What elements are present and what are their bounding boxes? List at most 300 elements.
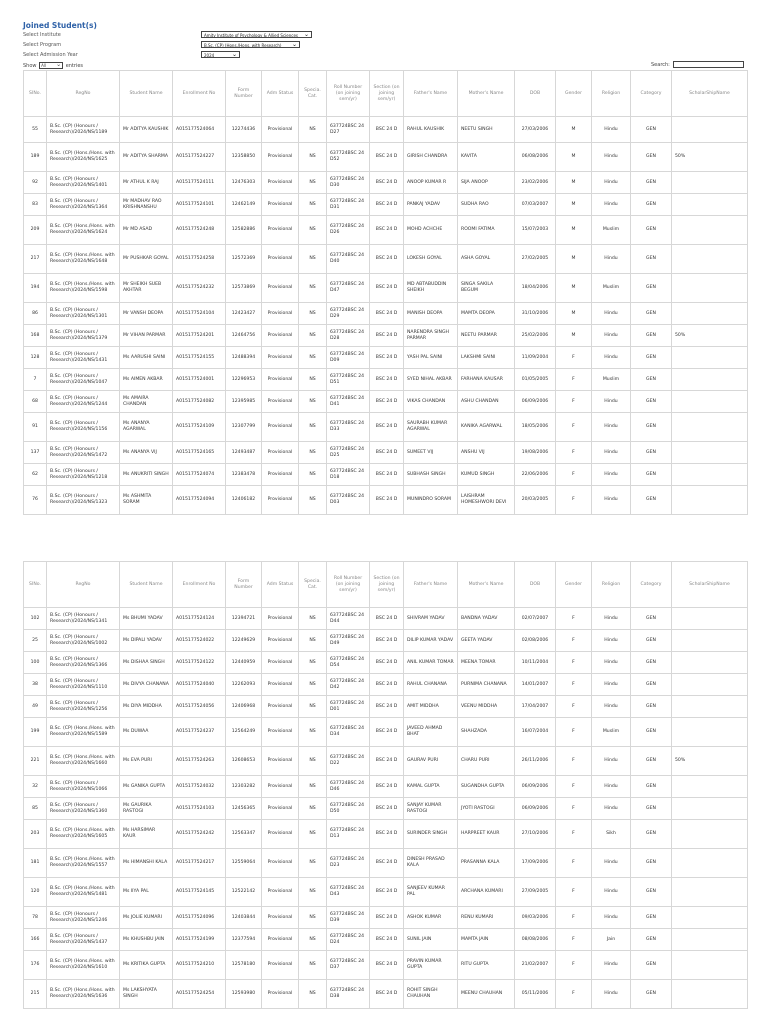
cell-form-number: 12358850 bbox=[226, 143, 262, 172]
cell-dob: 05/11/2006 bbox=[515, 980, 556, 1009]
cell-student-name: Mr VANSH DEOPA bbox=[120, 303, 173, 325]
cell-regno: B.Sc. (CP) (Hons./Hons. with Research)/2024/NS/1624 bbox=[47, 216, 120, 245]
cell-section: BSC 24 D bbox=[370, 413, 404, 442]
table-row bbox=[24, 849, 748, 878]
column-header-mother-name[interactable]: Mother's Name bbox=[458, 562, 515, 608]
cell-category: GEN bbox=[631, 980, 672, 1009]
search-label: Search: bbox=[651, 62, 670, 68]
cell-adm-status: Provisional bbox=[262, 929, 299, 951]
column-header-section[interactable]: Section (on joining sem/yr) bbox=[370, 71, 404, 117]
cell-scholarship bbox=[672, 718, 748, 747]
cell-special-category: NS bbox=[299, 929, 327, 951]
cell-roll-number: 637724BSC 24 D24 bbox=[327, 929, 370, 951]
cell-slno: 128 bbox=[24, 347, 47, 369]
cell-enrollment-no: A015177524145 bbox=[173, 878, 226, 907]
cell-roll-number: 637724BSC 24 D51 bbox=[327, 369, 370, 391]
cell-scholarship bbox=[672, 776, 748, 798]
cell-dob: 02/07/2007 bbox=[515, 608, 556, 630]
cell-roll-number: 637724BSC 24 D43 bbox=[327, 878, 370, 907]
column-header-roll-number[interactable]: Roll Number (on joining sem/yr) bbox=[327, 562, 370, 608]
cell-roll-number: 637724BSC 24 D50 bbox=[327, 798, 370, 820]
cell-enrollment-no: A015177524101 bbox=[173, 194, 226, 216]
cell-adm-status: Provisional bbox=[262, 608, 299, 630]
cell-scholarship bbox=[672, 674, 748, 696]
cell-mother-name: ARCHANA KUMARI bbox=[458, 878, 515, 907]
cell-student-name: Ms DISHAA SINGH bbox=[120, 652, 173, 674]
cell-dob: 27/02/2005 bbox=[515, 245, 556, 274]
cell-slno: 83 bbox=[24, 194, 47, 216]
cell-student-name: Mr ADITYA SHARMA bbox=[120, 143, 173, 172]
entries-select[interactable] bbox=[39, 62, 63, 69]
table-row bbox=[24, 464, 748, 486]
cell-form-number: 12593980 bbox=[226, 980, 262, 1009]
column-header-mother-name[interactable]: Mother's Name bbox=[458, 71, 515, 117]
cell-religion: Hindu bbox=[592, 117, 631, 143]
cell-form-number: 12274436 bbox=[226, 117, 262, 143]
cell-father-name: RAHUL CHANANA bbox=[404, 674, 458, 696]
column-header-gender[interactable]: Gender bbox=[556, 562, 592, 608]
cell-religion: Hindu bbox=[592, 464, 631, 486]
cell-adm-status: Provisional bbox=[262, 172, 299, 194]
cell-religion: Hindu bbox=[592, 747, 631, 776]
cell-scholarship bbox=[672, 369, 748, 391]
cell-dob: 07/03/2007 bbox=[515, 194, 556, 216]
cell-roll-number: 637724BSC 24 D54 bbox=[327, 652, 370, 674]
cell-father-name: SANJAY KUMAR RASTOGI bbox=[404, 798, 458, 820]
cell-adm-status: Provisional bbox=[262, 413, 299, 442]
cell-mother-name: SUGANDHA GUPTA bbox=[458, 776, 515, 798]
cell-father-name: GIRISH CHANDRA bbox=[404, 143, 458, 172]
cell-dob: 01/05/2005 bbox=[515, 369, 556, 391]
table-row bbox=[24, 245, 748, 274]
cell-regno: B.Sc. (CP) (Honours / Research)/2024/NS/1002 bbox=[47, 630, 120, 652]
cell-section: BSC 24 D bbox=[370, 347, 404, 369]
cell-gender: F bbox=[556, 718, 592, 747]
cell-special-category: NS bbox=[299, 325, 327, 347]
cell-dob: 11/09/2004 bbox=[515, 347, 556, 369]
cell-regno: B.Sc. (CP) (Honours / Research)/2024/NS/1244 bbox=[47, 391, 120, 413]
cell-gender: F bbox=[556, 798, 592, 820]
cell-adm-status: Provisional bbox=[262, 347, 299, 369]
cell-form-number: 12493487 bbox=[226, 442, 262, 464]
column-header-dob[interactable]: DOB bbox=[515, 562, 556, 608]
cell-mother-name: SHAHZADA bbox=[458, 718, 515, 747]
cell-dob: 19/08/2006 bbox=[515, 442, 556, 464]
cell-gender: F bbox=[556, 630, 592, 652]
cell-religion: Hindu bbox=[592, 347, 631, 369]
table-row bbox=[24, 608, 748, 630]
cell-special-category: NS bbox=[299, 798, 327, 820]
cell-scholarship bbox=[672, 929, 748, 951]
cell-regno: B.Sc. (CP) (Honours / Research)/2024/NS/1431 bbox=[47, 347, 120, 369]
cell-slno: 120 bbox=[24, 878, 47, 907]
cell-enrollment-no: A015177524082 bbox=[173, 391, 226, 413]
cell-gender: F bbox=[556, 980, 592, 1009]
cell-enrollment-no: A015177524122 bbox=[173, 652, 226, 674]
cell-father-name: RAHUL KAUSHIK bbox=[404, 117, 458, 143]
cell-adm-status: Provisional bbox=[262, 216, 299, 245]
cell-slno: 62 bbox=[24, 464, 47, 486]
cell-adm-status: Provisional bbox=[262, 718, 299, 747]
cell-slno: 32 bbox=[24, 776, 47, 798]
cell-adm-status: Provisional bbox=[262, 303, 299, 325]
column-header-special-category[interactable]: Specia. Cat. bbox=[299, 71, 327, 117]
cell-dob: 31/10/2006 bbox=[515, 303, 556, 325]
cell-category: GEN bbox=[631, 608, 672, 630]
cell-category: GEN bbox=[631, 303, 672, 325]
cell-special-category: NS bbox=[299, 747, 327, 776]
cell-student-name: Ms AMAIRA CHANDAN bbox=[120, 391, 173, 413]
column-header-student-name[interactable]: Student Name bbox=[120, 71, 173, 117]
column-header-religion[interactable]: Religion bbox=[592, 71, 631, 117]
cell-slno: 85 bbox=[24, 798, 47, 820]
cell-special-category: NS bbox=[299, 849, 327, 878]
cell-dob: 02/08/2006 bbox=[515, 630, 556, 652]
entries-control bbox=[23, 62, 83, 69]
cell-section: BSC 24 D bbox=[370, 117, 404, 143]
cell-roll-number: 637724BSC 24 D03 bbox=[327, 486, 370, 515]
cell-category: GEN bbox=[631, 907, 672, 929]
cell-religion: Hindu bbox=[592, 878, 631, 907]
cell-roll-number: 637724BSC 24 D28 bbox=[327, 325, 370, 347]
column-header-scholarship[interactable]: ScholarShipName bbox=[672, 562, 748, 608]
cell-mother-name: LAKSHMI SAINI bbox=[458, 347, 515, 369]
table-row bbox=[24, 652, 748, 674]
cell-dob: 27/09/2005 bbox=[515, 878, 556, 907]
cell-section: BSC 24 D bbox=[370, 391, 404, 413]
cell-dob: 25/02/2006 bbox=[515, 325, 556, 347]
cell-form-number: 12578180 bbox=[226, 951, 262, 980]
cell-form-number: 12249629 bbox=[226, 630, 262, 652]
cell-special-category: NS bbox=[299, 980, 327, 1009]
cell-form-number: 12383478 bbox=[226, 464, 262, 486]
cell-mother-name: SIJA ANOOP bbox=[458, 172, 515, 194]
cell-roll-number: 637724BSC 24 D39 bbox=[327, 907, 370, 929]
column-header-dob[interactable]: DOB bbox=[515, 71, 556, 117]
cell-roll-number: 637724BSC 24 D42 bbox=[327, 674, 370, 696]
cell-dob: 21/02/2007 bbox=[515, 951, 556, 980]
cell-form-number: 12563347 bbox=[226, 820, 262, 849]
cell-scholarship: 50% bbox=[672, 747, 748, 776]
table-row bbox=[24, 216, 748, 245]
cell-father-name: ANOOP KUMAR R bbox=[404, 172, 458, 194]
cell-section: BSC 24 D bbox=[370, 747, 404, 776]
cell-roll-number: 637724BSC 24 D47 bbox=[327, 274, 370, 303]
cell-category: GEN bbox=[631, 391, 672, 413]
cell-father-name: MUNINDRO SORAM bbox=[404, 486, 458, 515]
cell-section: BSC 24 D bbox=[370, 951, 404, 980]
table-row bbox=[24, 980, 748, 1009]
table-header-row bbox=[24, 562, 748, 608]
cell-adm-status: Provisional bbox=[262, 849, 299, 878]
cell-form-number: 12440959 bbox=[226, 652, 262, 674]
cell-scholarship bbox=[672, 117, 748, 143]
cell-religion: Hindu bbox=[592, 442, 631, 464]
column-header-form-number[interactable]: Form Number bbox=[226, 562, 262, 608]
cell-gender: F bbox=[556, 674, 592, 696]
cell-special-category: NS bbox=[299, 303, 327, 325]
cell-dob: 16/07/2004 bbox=[515, 718, 556, 747]
cell-special-category: NS bbox=[299, 274, 327, 303]
cell-scholarship bbox=[672, 486, 748, 515]
cell-religion: Hindu bbox=[592, 674, 631, 696]
cell-enrollment-no: A015177524001 bbox=[173, 369, 226, 391]
cell-scholarship bbox=[672, 652, 748, 674]
cell-special-category: NS bbox=[299, 143, 327, 172]
cell-enrollment-no: A015177524064 bbox=[173, 117, 226, 143]
cell-special-category: NS bbox=[299, 696, 327, 718]
column-header-father-name[interactable]: Father's Name bbox=[404, 562, 458, 608]
cell-adm-status: Provisional bbox=[262, 747, 299, 776]
cell-father-name: AMIT MIDDHA bbox=[404, 696, 458, 718]
column-header-father-name[interactable]: Father's Name bbox=[404, 71, 458, 117]
cell-student-name: Ms DIVYA CHANANA bbox=[120, 674, 173, 696]
cell-form-number: 12307799 bbox=[226, 413, 262, 442]
cell-father-name: SYED NIHAL AKBAR bbox=[404, 369, 458, 391]
cell-father-name: PANKAJ YADAV bbox=[404, 194, 458, 216]
cell-adm-status: Provisional bbox=[262, 274, 299, 303]
cell-enrollment-no: A015177524165 bbox=[173, 442, 226, 464]
cell-student-name: Mr ADITYA KAUSHIK bbox=[120, 117, 173, 143]
column-header-section[interactable]: Section (on joining sem/yr) bbox=[370, 562, 404, 608]
column-header-scholarship[interactable]: ScholarShipName bbox=[672, 71, 748, 117]
table-row bbox=[24, 274, 748, 303]
column-header-gender[interactable]: Gender bbox=[556, 71, 592, 117]
cell-gender: F bbox=[556, 820, 592, 849]
cell-roll-number: 637724BSC 24 D38 bbox=[327, 980, 370, 1009]
column-header-slno[interactable]: SINo. bbox=[24, 71, 47, 117]
column-header-adm-status[interactable]: Adm Status bbox=[262, 562, 299, 608]
column-header-form-number[interactable]: Form Number bbox=[226, 71, 262, 117]
cell-regno: B.Sc. (CP) (Honours / Research)/2024/NS/1472 bbox=[47, 442, 120, 464]
cell-section: BSC 24 D bbox=[370, 274, 404, 303]
cell-enrollment-no: A015177524254 bbox=[173, 980, 226, 1009]
cell-religion: Hindu bbox=[592, 325, 631, 347]
cell-student-name: Mr SHEIKH SUEB AKHTAR bbox=[120, 274, 173, 303]
cell-student-name: Ms JOLIE KUMARI bbox=[120, 907, 173, 929]
cell-gender: F bbox=[556, 652, 592, 674]
cell-regno: B.Sc. (CP) (Hons./Hons. with Research)/2024/NS/1625 bbox=[47, 143, 120, 172]
cell-father-name: MD ABTABUDDIN SHEIKH bbox=[404, 274, 458, 303]
cell-category: GEN bbox=[631, 194, 672, 216]
cell-religion: Muslim bbox=[592, 369, 631, 391]
cell-enrollment-no: A015177524263 bbox=[173, 747, 226, 776]
column-header-enrollment-no[interactable]: Enrollment No bbox=[173, 71, 226, 117]
cell-regno: B.Sc. (CP) (Hons./Hons. with Research)/2024/NS/1648 bbox=[47, 245, 120, 274]
column-header-category[interactable]: Category bbox=[631, 562, 672, 608]
cell-scholarship bbox=[672, 464, 748, 486]
admission-year-select[interactable] bbox=[201, 51, 240, 58]
cell-section: BSC 24 D bbox=[370, 718, 404, 747]
cell-regno: B.Sc. (CP) (Honours / Research)/2024/NS/1047 bbox=[47, 369, 120, 391]
cell-father-name: MANISH DEOPA bbox=[404, 303, 458, 325]
cell-regno: B.Sc. (CP) (Hons./Hons. with Research)/2024/NS/1598 bbox=[47, 274, 120, 303]
cell-religion: Hindu bbox=[592, 391, 631, 413]
cell-scholarship bbox=[672, 347, 748, 369]
cell-regno: B.Sc. (CP) (Hons./Hons. with Research)/2024/NS/1589 bbox=[47, 718, 120, 747]
table-row bbox=[24, 798, 748, 820]
cell-category: GEN bbox=[631, 274, 672, 303]
cell-father-name: MOHD ACHCHE bbox=[404, 216, 458, 245]
cell-roll-number: 637724BSC 24 D13 bbox=[327, 820, 370, 849]
cell-regno: B.Sc. (CP) (Honours / Research)/2024/NS/1323 bbox=[47, 486, 120, 515]
entries-select-value: All bbox=[41, 63, 47, 68]
cell-enrollment-no: A015177524237 bbox=[173, 718, 226, 747]
cell-slno: 38 bbox=[24, 674, 47, 696]
cell-dob: 06/09/2006 bbox=[515, 776, 556, 798]
cell-slno: 68 bbox=[24, 391, 47, 413]
cell-section: BSC 24 D bbox=[370, 143, 404, 172]
program-select[interactable] bbox=[201, 41, 300, 48]
cell-adm-status: Provisional bbox=[262, 776, 299, 798]
cell-form-number: 12488394 bbox=[226, 347, 262, 369]
table-row bbox=[24, 630, 748, 652]
cell-form-number: 12296953 bbox=[226, 369, 262, 391]
cell-scholarship bbox=[672, 878, 748, 907]
cell-section: BSC 24 D bbox=[370, 216, 404, 245]
cell-father-name: DILIP KUMAR YADAV bbox=[404, 630, 458, 652]
cell-student-name: Ms DIPALI YADAV bbox=[120, 630, 173, 652]
cell-father-name: ANIL KUMAR TOMAR bbox=[404, 652, 458, 674]
cell-student-name: Ms IIYA PAL bbox=[120, 878, 173, 907]
cell-section: BSC 24 D bbox=[370, 442, 404, 464]
cell-section: BSC 24 D bbox=[370, 194, 404, 216]
cell-enrollment-no: A015177524242 bbox=[173, 820, 226, 849]
cell-mother-name: MEENU CHAUHAN bbox=[458, 980, 515, 1009]
column-header-regno[interactable]: RegNo bbox=[47, 562, 120, 608]
search-input[interactable] bbox=[673, 61, 744, 68]
cell-roll-number: 637724BSC 24 D52 bbox=[327, 143, 370, 172]
cell-form-number: 12395985 bbox=[226, 391, 262, 413]
cell-religion: Hindu bbox=[592, 798, 631, 820]
cell-special-category: NS bbox=[299, 369, 327, 391]
cell-special-category: NS bbox=[299, 878, 327, 907]
cell-adm-status: Provisional bbox=[262, 820, 299, 849]
cell-gender: M bbox=[556, 245, 592, 274]
institute-select[interactable] bbox=[201, 31, 312, 38]
cell-slno: 203 bbox=[24, 820, 47, 849]
cell-gender: F bbox=[556, 464, 592, 486]
cell-enrollment-no: A015177524217 bbox=[173, 849, 226, 878]
cell-adm-status: Provisional bbox=[262, 907, 299, 929]
cell-special-category: NS bbox=[299, 776, 327, 798]
column-header-adm-status[interactable]: Adm Status bbox=[262, 71, 299, 117]
cell-slno: 78 bbox=[24, 907, 47, 929]
cell-section: BSC 24 D bbox=[370, 820, 404, 849]
cell-student-name: Ms HARSIMAR KAUR bbox=[120, 820, 173, 849]
table-row bbox=[24, 929, 748, 951]
cell-religion: Hindu bbox=[592, 486, 631, 515]
column-header-roll-number[interactable]: Roll Number (on joining sem/yr) bbox=[327, 71, 370, 117]
cell-regno: B.Sc. (CP) (Honours / Research)/2024/NS/1066 bbox=[47, 776, 120, 798]
cell-father-name: SUNIL JAIN bbox=[404, 929, 458, 951]
table-row bbox=[24, 718, 748, 747]
column-header-student-name[interactable]: Student Name bbox=[120, 562, 173, 608]
column-header-special-category[interactable]: Specia. Cat. bbox=[299, 562, 327, 608]
cell-scholarship bbox=[672, 980, 748, 1009]
cell-religion: Jain bbox=[592, 929, 631, 951]
cell-religion: Muslim bbox=[592, 718, 631, 747]
cell-form-number: 12572369 bbox=[226, 245, 262, 274]
cell-gender: M bbox=[556, 303, 592, 325]
cell-enrollment-no: A015177524227 bbox=[173, 143, 226, 172]
cell-form-number: 12608653 bbox=[226, 747, 262, 776]
cell-special-category: NS bbox=[299, 194, 327, 216]
cell-scholarship bbox=[672, 820, 748, 849]
cell-dob: 08/08/2006 bbox=[515, 929, 556, 951]
cell-student-name: Ms AARUSHI SAINI bbox=[120, 347, 173, 369]
cell-mother-name: KUMUD SINGH bbox=[458, 464, 515, 486]
cell-regno: B.Sc. (CP) (Honours / Research)/2024/NS/1341 bbox=[47, 608, 120, 630]
cell-adm-status: Provisional bbox=[262, 369, 299, 391]
cell-slno: 199 bbox=[24, 718, 47, 747]
cell-father-name: JAVEED AHMAD BHAT bbox=[404, 718, 458, 747]
cell-roll-number: 637724BSC 24 D41 bbox=[327, 391, 370, 413]
cell-enrollment-no: A015177524074 bbox=[173, 464, 226, 486]
cell-mother-name: VEENU MIDDHA bbox=[458, 696, 515, 718]
cell-mother-name: ANSHU VIJ bbox=[458, 442, 515, 464]
cell-roll-number: 637724BSC 24 D22 bbox=[327, 747, 370, 776]
cell-regno: B.Sc. (CP) (Hons./Hons. with Research)/2024/NS/1557 bbox=[47, 849, 120, 878]
cell-adm-status: Provisional bbox=[262, 194, 299, 216]
cell-scholarship bbox=[672, 413, 748, 442]
cell-special-category: NS bbox=[299, 117, 327, 143]
cell-enrollment-no: A015177524210 bbox=[173, 951, 226, 980]
cell-scholarship bbox=[672, 696, 748, 718]
cell-regno: B.Sc. (CP) (Honours / Research)/2024/NS/1218 bbox=[47, 464, 120, 486]
cell-dob: 15/07/2003 bbox=[515, 216, 556, 245]
cell-enrollment-no: A015177524040 bbox=[173, 674, 226, 696]
cell-roll-number: 637724BSC 24 D34 bbox=[327, 718, 370, 747]
column-header-enrollment-no[interactable]: Enrollment No bbox=[173, 562, 226, 608]
cell-regno: B.Sc. (CP) (Honours / Research)/2024/NS/1437 bbox=[47, 929, 120, 951]
cell-student-name: Ms DUWAA bbox=[120, 718, 173, 747]
cell-form-number: 12522142 bbox=[226, 878, 262, 907]
table-row bbox=[24, 172, 748, 194]
cell-section: BSC 24 D bbox=[370, 652, 404, 674]
column-header-slno[interactable]: SINo. bbox=[24, 562, 47, 608]
cell-special-category: NS bbox=[299, 216, 327, 245]
cell-roll-number: 637724BSC 24 D27 bbox=[327, 117, 370, 143]
cell-religion: Hindu bbox=[592, 776, 631, 798]
cell-form-number: 12464756 bbox=[226, 325, 262, 347]
column-header-category[interactable]: Category bbox=[631, 71, 672, 117]
cell-adm-status: Provisional bbox=[262, 878, 299, 907]
cell-regno: B.Sc. (CP) (Honours / Research)/2024/NS/1256 bbox=[47, 696, 120, 718]
cell-special-category: NS bbox=[299, 391, 327, 413]
cell-student-name: Ms ASHMITA SORAM bbox=[120, 486, 173, 515]
admission-year-select-value: 2024 bbox=[204, 53, 215, 58]
cell-adm-status: Provisional bbox=[262, 486, 299, 515]
institute-select-value: Amity Institute of Psychology & Allied Sciences bbox=[204, 33, 298, 38]
cell-enrollment-no: A015177524096 bbox=[173, 907, 226, 929]
cell-section: BSC 24 D bbox=[370, 303, 404, 325]
cell-slno: 91 bbox=[24, 413, 47, 442]
cell-roll-number: 637724BSC 24 D44 bbox=[327, 608, 370, 630]
cell-scholarship: 50% bbox=[672, 143, 748, 172]
cell-category: GEN bbox=[631, 486, 672, 515]
cell-slno: 49 bbox=[24, 696, 47, 718]
entries-label: entries bbox=[65, 63, 84, 69]
column-header-regno[interactable]: RegNo bbox=[47, 71, 120, 117]
cell-slno: 168 bbox=[24, 325, 47, 347]
cell-form-number: 12559064 bbox=[226, 849, 262, 878]
cell-father-name: SURINDER SINGH bbox=[404, 820, 458, 849]
cell-category: GEN bbox=[631, 442, 672, 464]
column-header-religion[interactable]: Religion bbox=[592, 562, 631, 608]
cell-gender: F bbox=[556, 608, 592, 630]
search-control bbox=[651, 62, 670, 68]
